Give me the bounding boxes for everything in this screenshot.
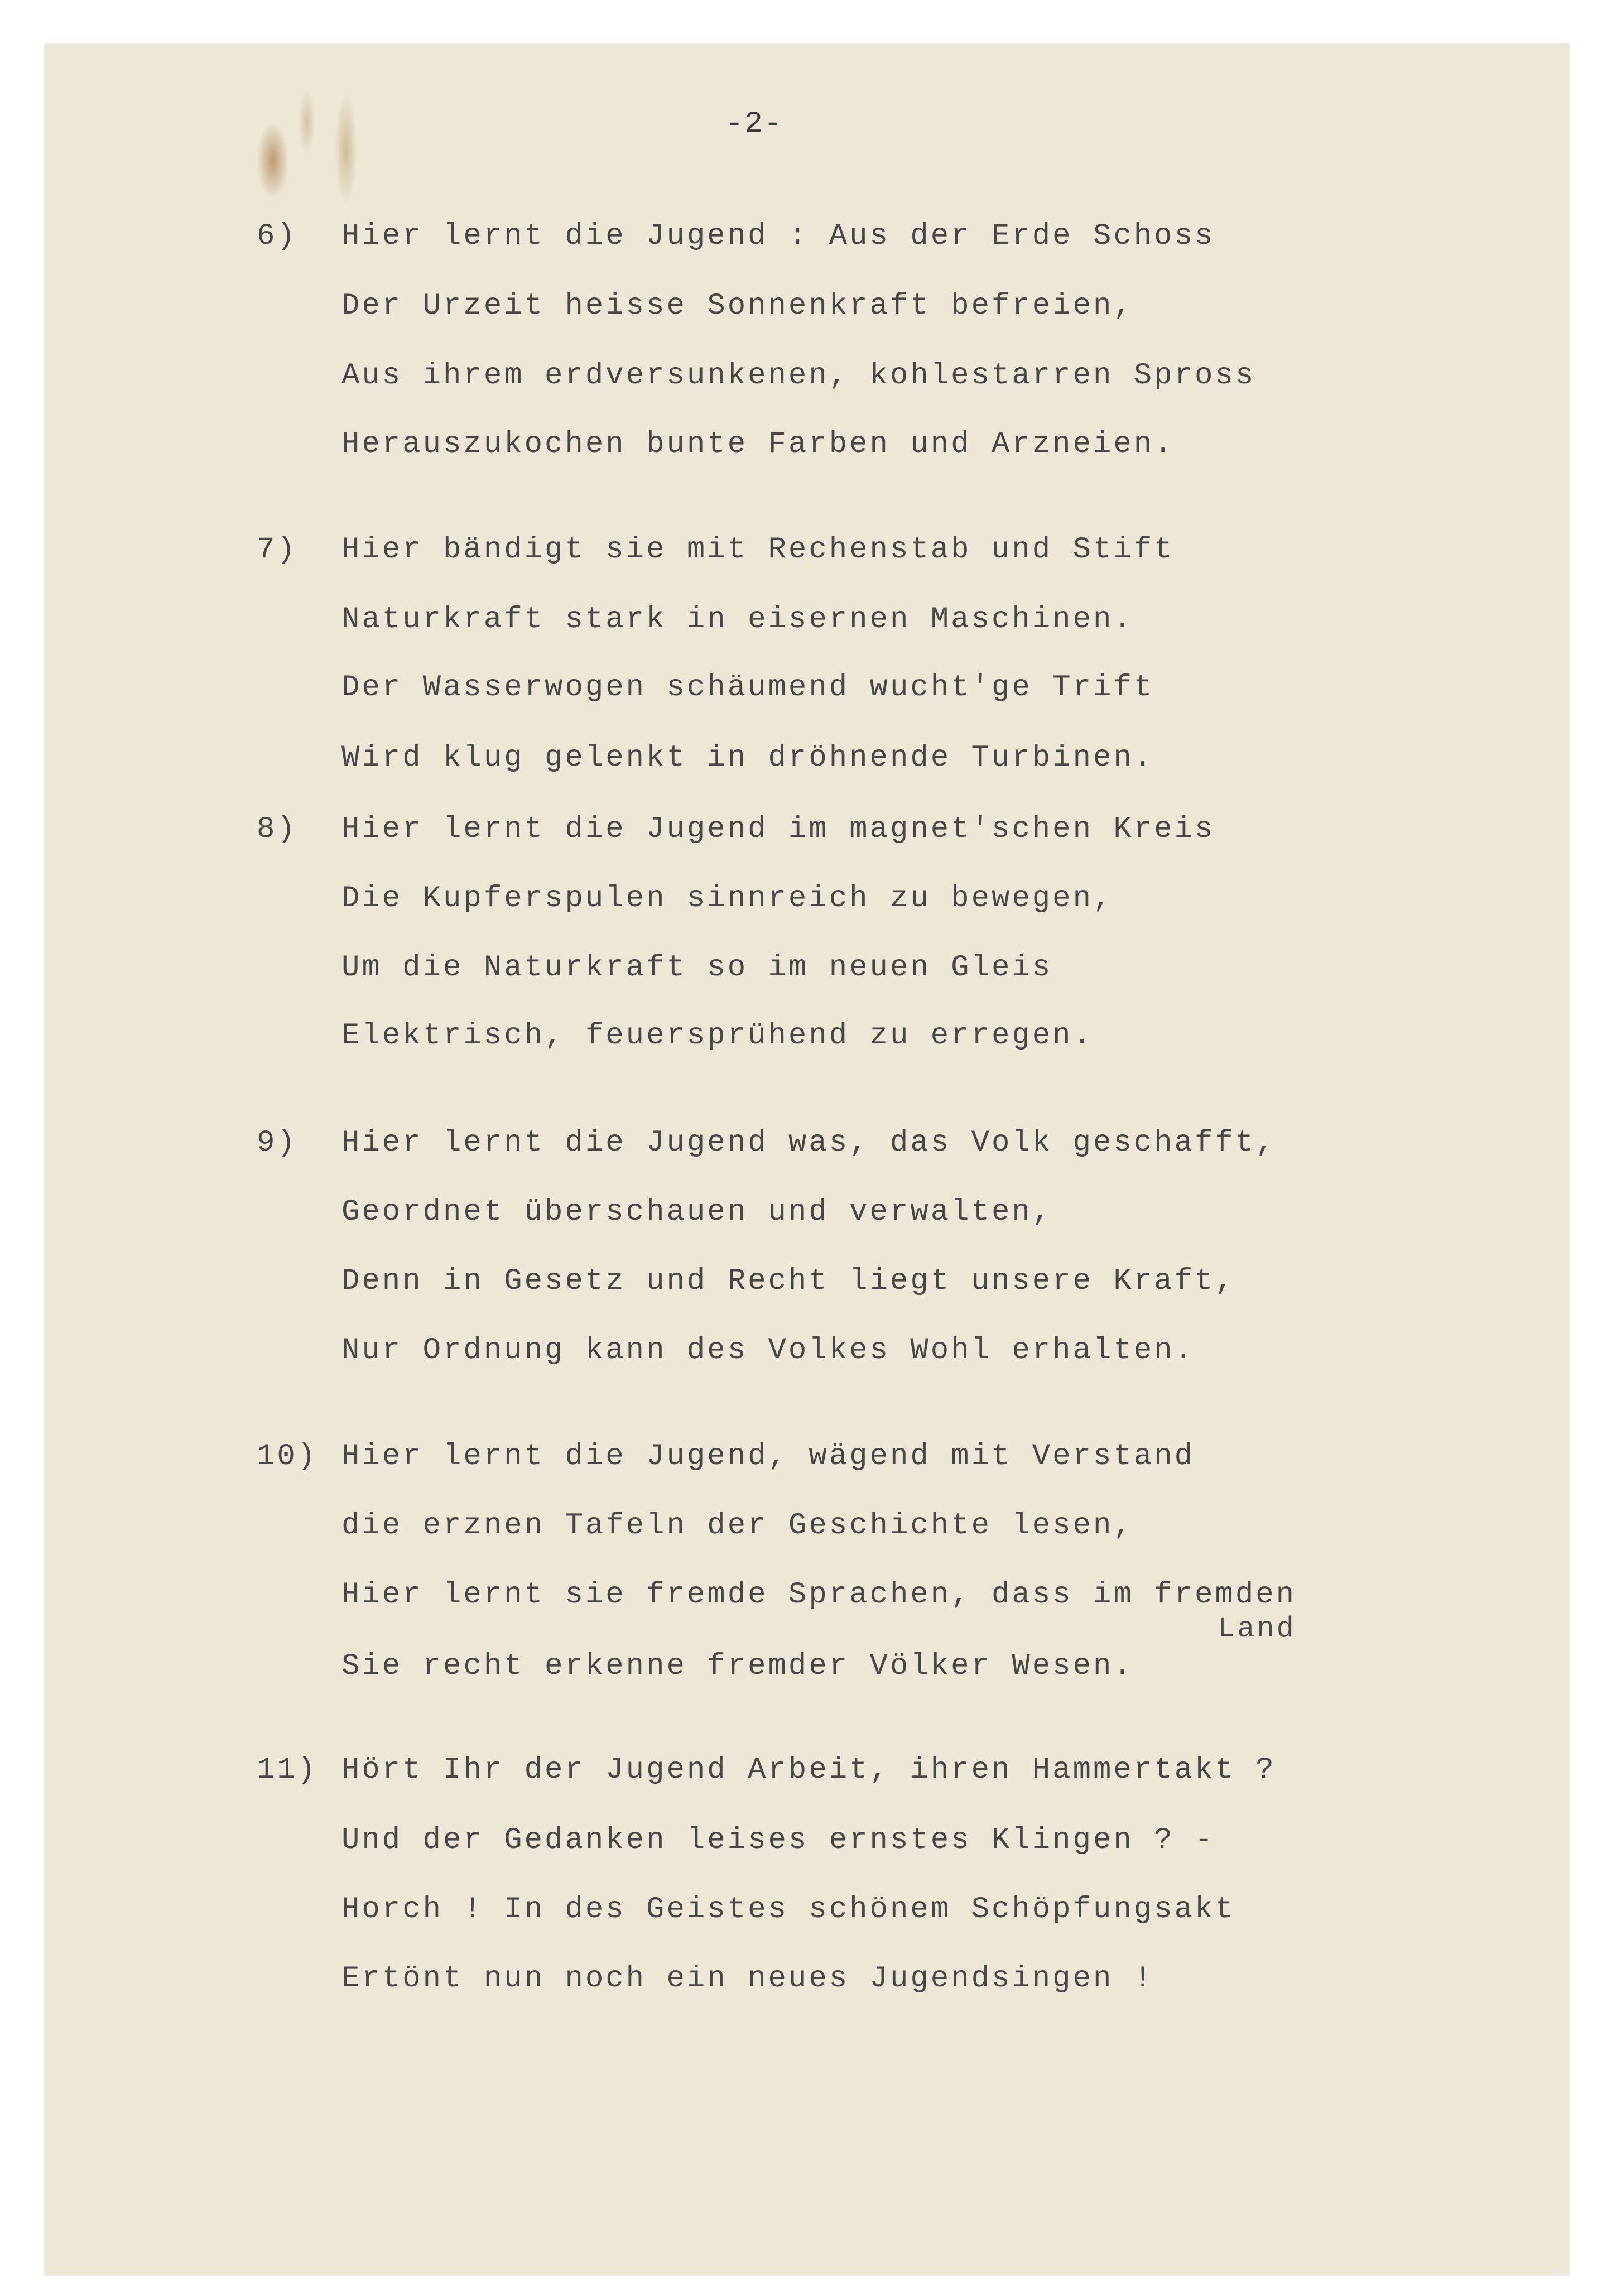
verse-line: Hier lernt sie fremde Sprachen, dass im fremden xyxy=(341,1578,1297,1612)
rust-stain xyxy=(335,94,357,205)
rust-stain xyxy=(257,122,289,200)
verse-line: Nur Ordnung kann des Volkes Wohl erhalten. xyxy=(341,1334,1195,1368)
stanza-number: 11) xyxy=(257,1753,318,1787)
verse-line: Denn in Gesetz und Recht liegt unsere Kraft, xyxy=(341,1264,1235,1298)
verse-line: Um die Naturkraft so im neuen Gleis xyxy=(341,951,1053,985)
rust-stain xyxy=(299,88,315,155)
verse-line: Sie recht erkenne fremder Völker Wesen. xyxy=(341,1649,1134,1683)
verse-line: Der Wasserwogen schäumend wucht'ge Trift xyxy=(341,671,1154,705)
verse-line: Herauszukochen bunte Farben und Arzneien. xyxy=(341,427,1175,461)
verse-line: Der Urzeit heisse Sonnenkraft befreien, xyxy=(341,289,1134,323)
verse-line: Hier lernt die Jugend : Aus der Erde Schoss xyxy=(341,219,1215,253)
verse-line: Hier lernt die Jugend im magnet'schen Kreis xyxy=(341,812,1215,846)
verse-line: Naturkraft stark in eisernen Maschinen. xyxy=(341,603,1134,637)
stanza-number: 9) xyxy=(257,1126,297,1160)
stanza-number: 7) xyxy=(257,533,297,567)
verse-line: Wird klug gelenkt in dröhnende Turbinen. xyxy=(341,741,1154,775)
overflow-word: Land xyxy=(1218,1613,1296,1645)
stanza-number: 8) xyxy=(257,812,297,846)
verse-line: Horch ! In des Geistes schönem Schöpfungsakt xyxy=(341,1893,1235,1927)
verse-line: Die Kupferspulen sinnreich zu bewegen, xyxy=(341,882,1114,916)
verse-line: Geordnet überschauen und verwalten, xyxy=(341,1195,1053,1229)
stanza-number: 10) xyxy=(257,1440,318,1474)
verse-line: Aus ihrem erdversunkenen, kohlestarren Spross xyxy=(341,359,1256,393)
verse-line: Ertönt nun noch ein neues Jugendsingen ! xyxy=(341,1962,1154,1996)
verse-line: die erznen Tafeln der Geschichte lesen, xyxy=(341,1509,1134,1543)
verse-line: Hört Ihr der Jugend Arbeit, ihren Hammertakt ? xyxy=(341,1753,1276,1787)
verse-line: Elektrisch, feuersprühend zu erregen. xyxy=(341,1019,1093,1053)
verse-line: Hier lernt die Jugend was, das Volk geschafft, xyxy=(341,1126,1276,1160)
stanza-number: 6) xyxy=(257,219,297,253)
page-number: -2- xyxy=(725,107,783,141)
verse-line: Hier lernt die Jugend, wägend mit Verstand xyxy=(341,1440,1195,1474)
verse-line: Hier bändigt sie mit Rechenstab und Stift xyxy=(341,533,1175,567)
verse-line: Und der Gedanken leises ernstes Klingen ? - xyxy=(341,1823,1215,1857)
